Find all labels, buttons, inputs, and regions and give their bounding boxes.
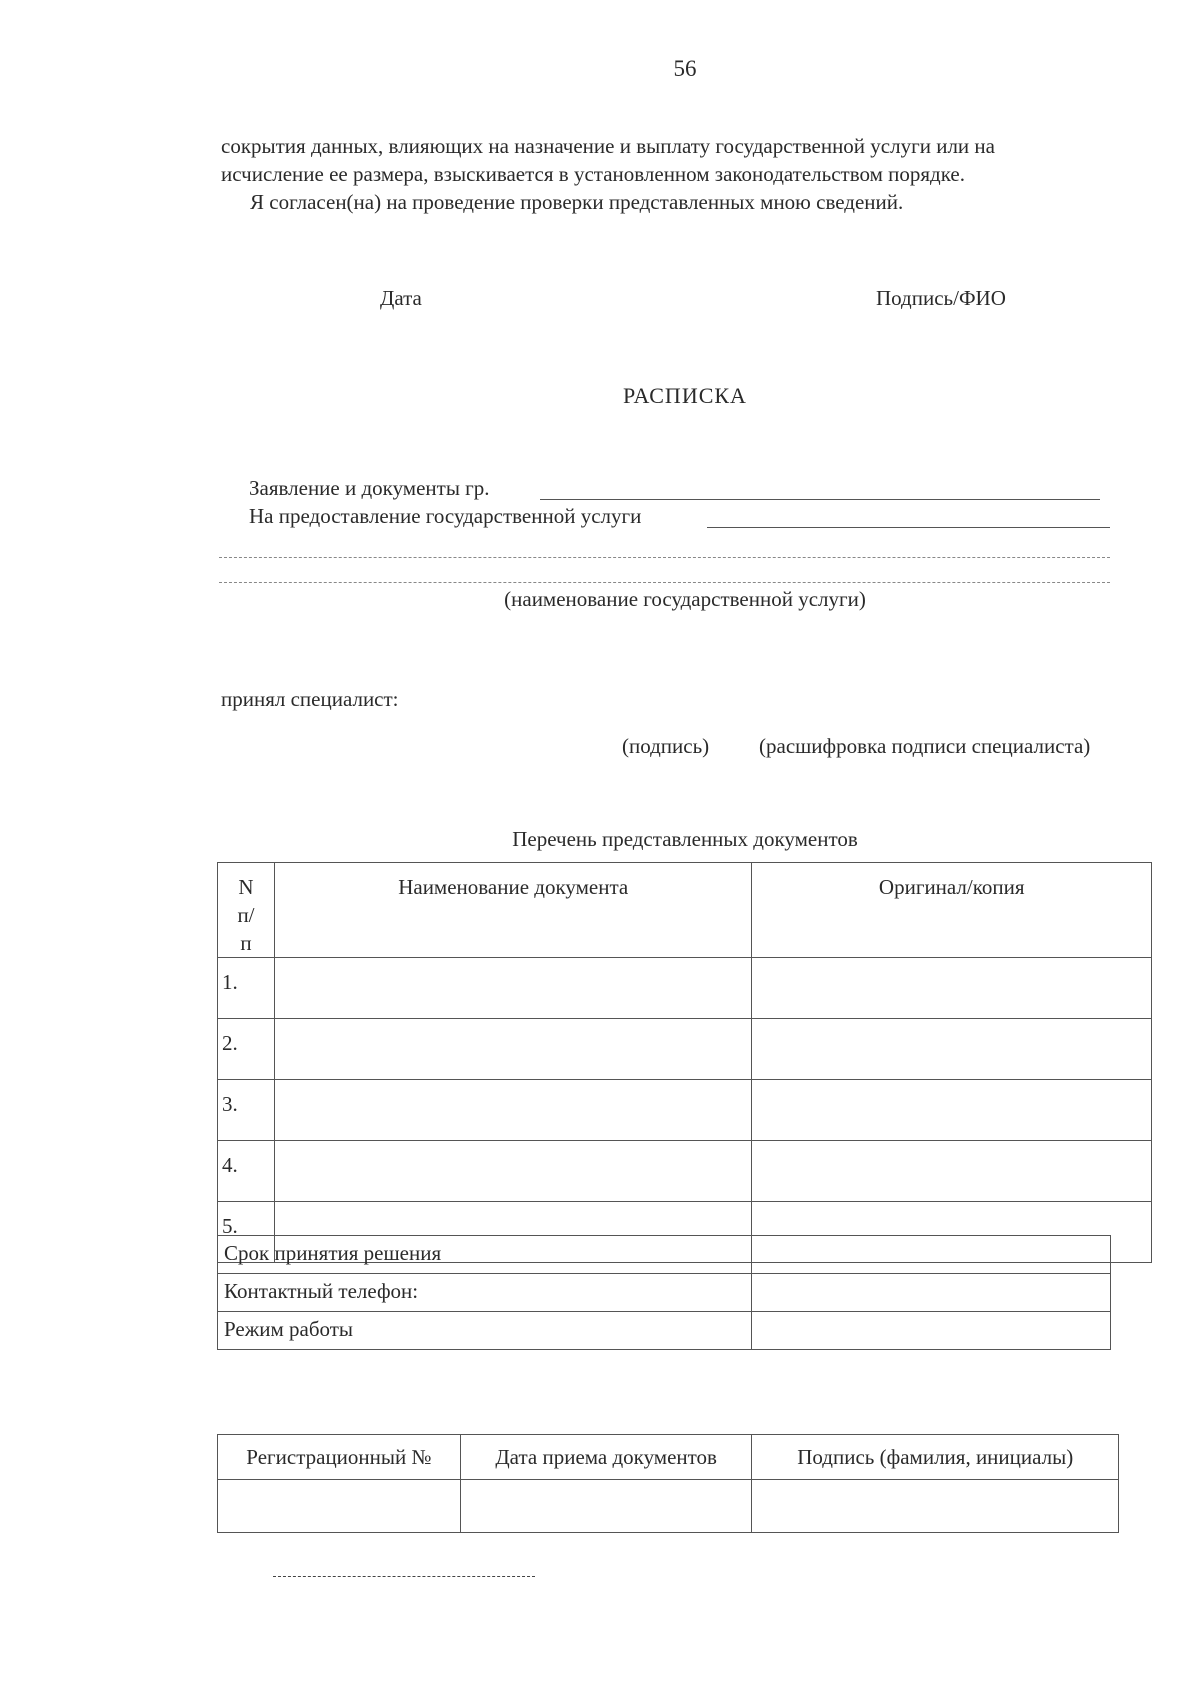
column-header-receipt-date: Дата приема документов bbox=[460, 1435, 752, 1480]
column-header-document-name: Наименование документа bbox=[274, 863, 751, 958]
paragraph-line-3: Я согласен(на) на проведение проверки представленных мною сведений. bbox=[250, 190, 904, 214]
working-hours-value[interactable] bbox=[752, 1312, 1111, 1350]
table-row bbox=[218, 1312, 1111, 1350]
column-header-original-copy: Оригинал/копия bbox=[752, 863, 1152, 958]
table-row bbox=[218, 1141, 1152, 1202]
service-line-continuation[interactable] bbox=[219, 557, 1110, 558]
accepted-by-label: принял специалист: bbox=[221, 687, 399, 711]
signature-caption: (подпись) bbox=[622, 734, 710, 758]
decision-deadline-value[interactable] bbox=[752, 1236, 1111, 1274]
paragraph-line-1: сокрытия данных, влияющих на назначение и выплату государственной услуги или на bbox=[221, 134, 995, 158]
table-row bbox=[218, 1080, 1152, 1141]
table-row bbox=[218, 1019, 1152, 1080]
row-number: 2. bbox=[218, 1019, 275, 1080]
row-number: 5. bbox=[218, 1202, 275, 1263]
registration-table bbox=[217, 1434, 1119, 1533]
contact-phone-label: Контактный телефон: bbox=[218, 1274, 752, 1312]
service-line-continuation-2[interactable] bbox=[219, 582, 1110, 583]
original-copy-cell[interactable] bbox=[752, 1080, 1152, 1141]
document-name-cell[interactable] bbox=[274, 1141, 751, 1202]
page-number: 56 bbox=[673, 56, 697, 81]
column-header-registration-number: Регистрационный № bbox=[218, 1435, 461, 1480]
document-name-cell[interactable] bbox=[274, 958, 751, 1019]
registration-number-cell[interactable] bbox=[218, 1480, 461, 1533]
paragraph-line-2: исчисление ее размера, взыскивается в установленном законодательством порядке. bbox=[221, 162, 965, 186]
row-number: 4. bbox=[218, 1141, 275, 1202]
service-info-table bbox=[217, 1235, 1111, 1350]
applicant-name-field[interactable] bbox=[540, 499, 1100, 500]
signature-cell[interactable] bbox=[752, 1480, 1119, 1533]
footnote-separator bbox=[273, 1576, 535, 1577]
signature-fio-label: Подпись/ФИО bbox=[876, 286, 1006, 310]
service-caption: (наименование государственной услуги) bbox=[504, 587, 866, 611]
original-copy-cell[interactable] bbox=[752, 958, 1152, 1019]
row-number: 3. bbox=[218, 1080, 275, 1141]
table-row bbox=[218, 958, 1152, 1019]
signature-decode-caption: (расшифровка подписи специалиста) bbox=[759, 734, 1091, 758]
consent-paragraph bbox=[221, 132, 1151, 216]
column-header-signature: Подпись (фамилия, инициалы) bbox=[752, 1435, 1119, 1480]
original-copy-cell[interactable] bbox=[752, 1019, 1152, 1080]
table-row bbox=[218, 1274, 1111, 1312]
contact-phone-value[interactable] bbox=[752, 1274, 1111, 1312]
decision-deadline-label: Срок принятия решения bbox=[218, 1236, 752, 1274]
receipt-title: РАСПИСКА bbox=[623, 383, 747, 408]
service-field[interactable] bbox=[707, 527, 1110, 528]
column-header-number: N п/п bbox=[218, 863, 275, 958]
date-label: Дата bbox=[380, 286, 422, 310]
receipt-date-cell[interactable] bbox=[460, 1480, 752, 1533]
document-name-cell[interactable] bbox=[274, 1019, 751, 1080]
documents-table bbox=[217, 862, 1152, 1263]
table-header-row bbox=[218, 1435, 1119, 1480]
original-copy-cell[interactable] bbox=[752, 1141, 1152, 1202]
table-row bbox=[218, 1236, 1111, 1274]
document-name-cell[interactable] bbox=[274, 1080, 751, 1141]
working-hours-label: Режим работы bbox=[218, 1312, 752, 1350]
service-label: На предоставление государственной услуги bbox=[249, 504, 642, 528]
table-row bbox=[218, 1480, 1119, 1533]
table-header-row bbox=[218, 863, 1152, 958]
applicant-label: Заявление и документы гр. bbox=[249, 476, 490, 500]
row-number: 1. bbox=[218, 958, 275, 1019]
documents-list-title: Перечень представленных документов bbox=[512, 827, 858, 851]
